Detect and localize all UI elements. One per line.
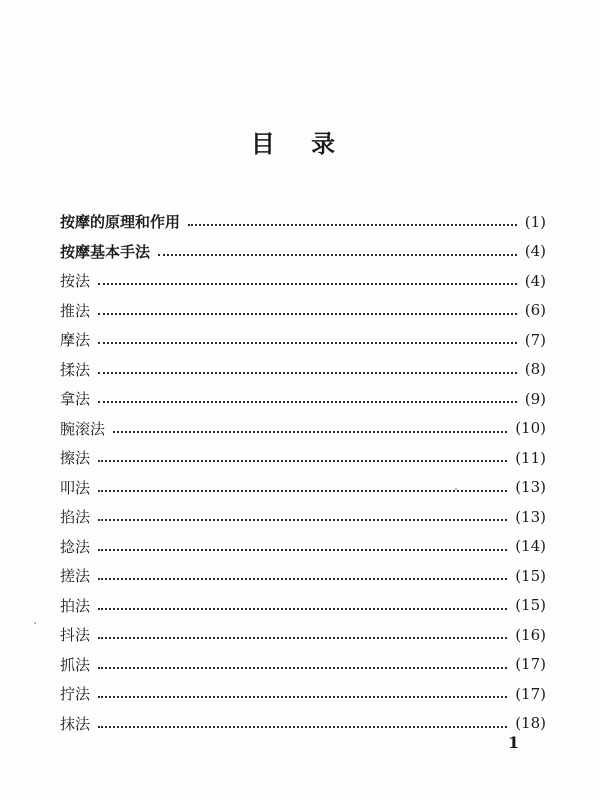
toc-entry-page: (18) bbox=[515, 714, 546, 733]
toc-entry-label: 拍法 bbox=[60, 596, 91, 615]
toc-entry-page: (16) bbox=[515, 625, 546, 644]
toc-entry-label: 拿法 bbox=[60, 390, 91, 409]
toc-entry bbox=[60, 414, 546, 444]
toc-leader-dots bbox=[98, 459, 507, 462]
scan-speck bbox=[455, 488, 457, 490]
toc-entry bbox=[60, 355, 546, 385]
toc-entry-page: (13) bbox=[515, 478, 546, 497]
toc-entry-page: (15) bbox=[515, 596, 546, 615]
toc-entry-page: (4) bbox=[524, 242, 546, 261]
page-number: 1 bbox=[508, 733, 520, 752]
toc-entry-page: (17) bbox=[515, 684, 546, 703]
toc-leader-dots bbox=[98, 518, 507, 521]
toc-entry-label: 搓法 bbox=[60, 567, 91, 586]
toc-entry bbox=[60, 532, 546, 562]
toc-leader-dots bbox=[158, 253, 517, 256]
toc-leader-dots bbox=[98, 577, 507, 580]
toc-entry-page: (14) bbox=[515, 537, 546, 556]
toc-leader-dots bbox=[98, 341, 517, 344]
toc-entry bbox=[60, 266, 546, 296]
toc-entry-page: (4) bbox=[524, 271, 546, 290]
scan-speck bbox=[34, 622, 36, 624]
toc-entry-label: 腕滚法 bbox=[60, 419, 106, 438]
toc-entry-page: (7) bbox=[524, 330, 546, 349]
toc-leader-dots bbox=[98, 607, 507, 610]
toc-entry bbox=[60, 443, 546, 473]
toc-entry-page: (15) bbox=[515, 566, 546, 585]
toc-entry bbox=[60, 207, 546, 237]
toc-entry-page: (17) bbox=[515, 655, 546, 674]
toc-leader-dots bbox=[113, 430, 507, 433]
table-of-contents bbox=[60, 207, 546, 738]
toc-entry bbox=[60, 325, 546, 355]
toc-entry-label: 捻法 bbox=[60, 537, 91, 556]
toc-entry-label: 按法 bbox=[60, 272, 91, 291]
toc-entry bbox=[60, 650, 546, 680]
toc-entry bbox=[60, 679, 546, 709]
toc-entry-page: (11) bbox=[515, 448, 546, 467]
toc-entry-label: 按摩的原理和作用 bbox=[60, 213, 181, 232]
toc-entry-label: 按摩基本手法 bbox=[60, 242, 151, 261]
toc-entry-label: 抖法 bbox=[60, 626, 91, 645]
toc-entry bbox=[60, 561, 546, 591]
toc-entry-label: 抹法 bbox=[60, 714, 91, 733]
toc-entry-label: 抓法 bbox=[60, 655, 91, 674]
toc-entry-page: (8) bbox=[524, 360, 546, 379]
toc-leader-dots bbox=[98, 636, 507, 639]
toc-entry-page: (6) bbox=[524, 301, 546, 320]
toc-entry-page: (13) bbox=[515, 507, 546, 526]
toc-entry-label: 叩法 bbox=[60, 478, 91, 497]
toc-entry bbox=[60, 709, 546, 739]
toc-entry-label: 掐法 bbox=[60, 508, 91, 527]
toc-entry-label: 擦法 bbox=[60, 449, 91, 468]
toc-entry bbox=[60, 502, 546, 532]
toc-leader-dots bbox=[98, 489, 507, 492]
toc-entry-page: (1) bbox=[524, 212, 546, 231]
toc-entry bbox=[60, 473, 546, 503]
toc-leader-dots bbox=[98, 725, 507, 728]
toc-leader-dots bbox=[98, 548, 507, 551]
toc-entry-label: 摩法 bbox=[60, 331, 91, 350]
toc-leader-dots bbox=[98, 666, 507, 669]
toc-leader-dots bbox=[98, 400, 517, 403]
toc-leader-dots bbox=[188, 223, 517, 226]
toc-entry bbox=[60, 620, 546, 650]
toc-entry bbox=[60, 591, 546, 621]
toc-leader-dots bbox=[98, 371, 517, 374]
toc-leader-dots bbox=[98, 695, 507, 698]
toc-entry bbox=[60, 296, 546, 326]
toc-leader-dots bbox=[98, 312, 517, 315]
toc-entry bbox=[60, 384, 546, 414]
toc-entry-page: (10) bbox=[515, 419, 546, 438]
page-title: 目 录 bbox=[250, 130, 350, 158]
toc-entry-label: 推法 bbox=[60, 301, 91, 320]
toc-entry bbox=[60, 237, 546, 267]
toc-leader-dots bbox=[98, 282, 517, 285]
toc-entry-page: (9) bbox=[524, 389, 546, 408]
toc-entry-label: 揉法 bbox=[60, 360, 91, 379]
toc-entry-label: 拧法 bbox=[60, 685, 91, 704]
